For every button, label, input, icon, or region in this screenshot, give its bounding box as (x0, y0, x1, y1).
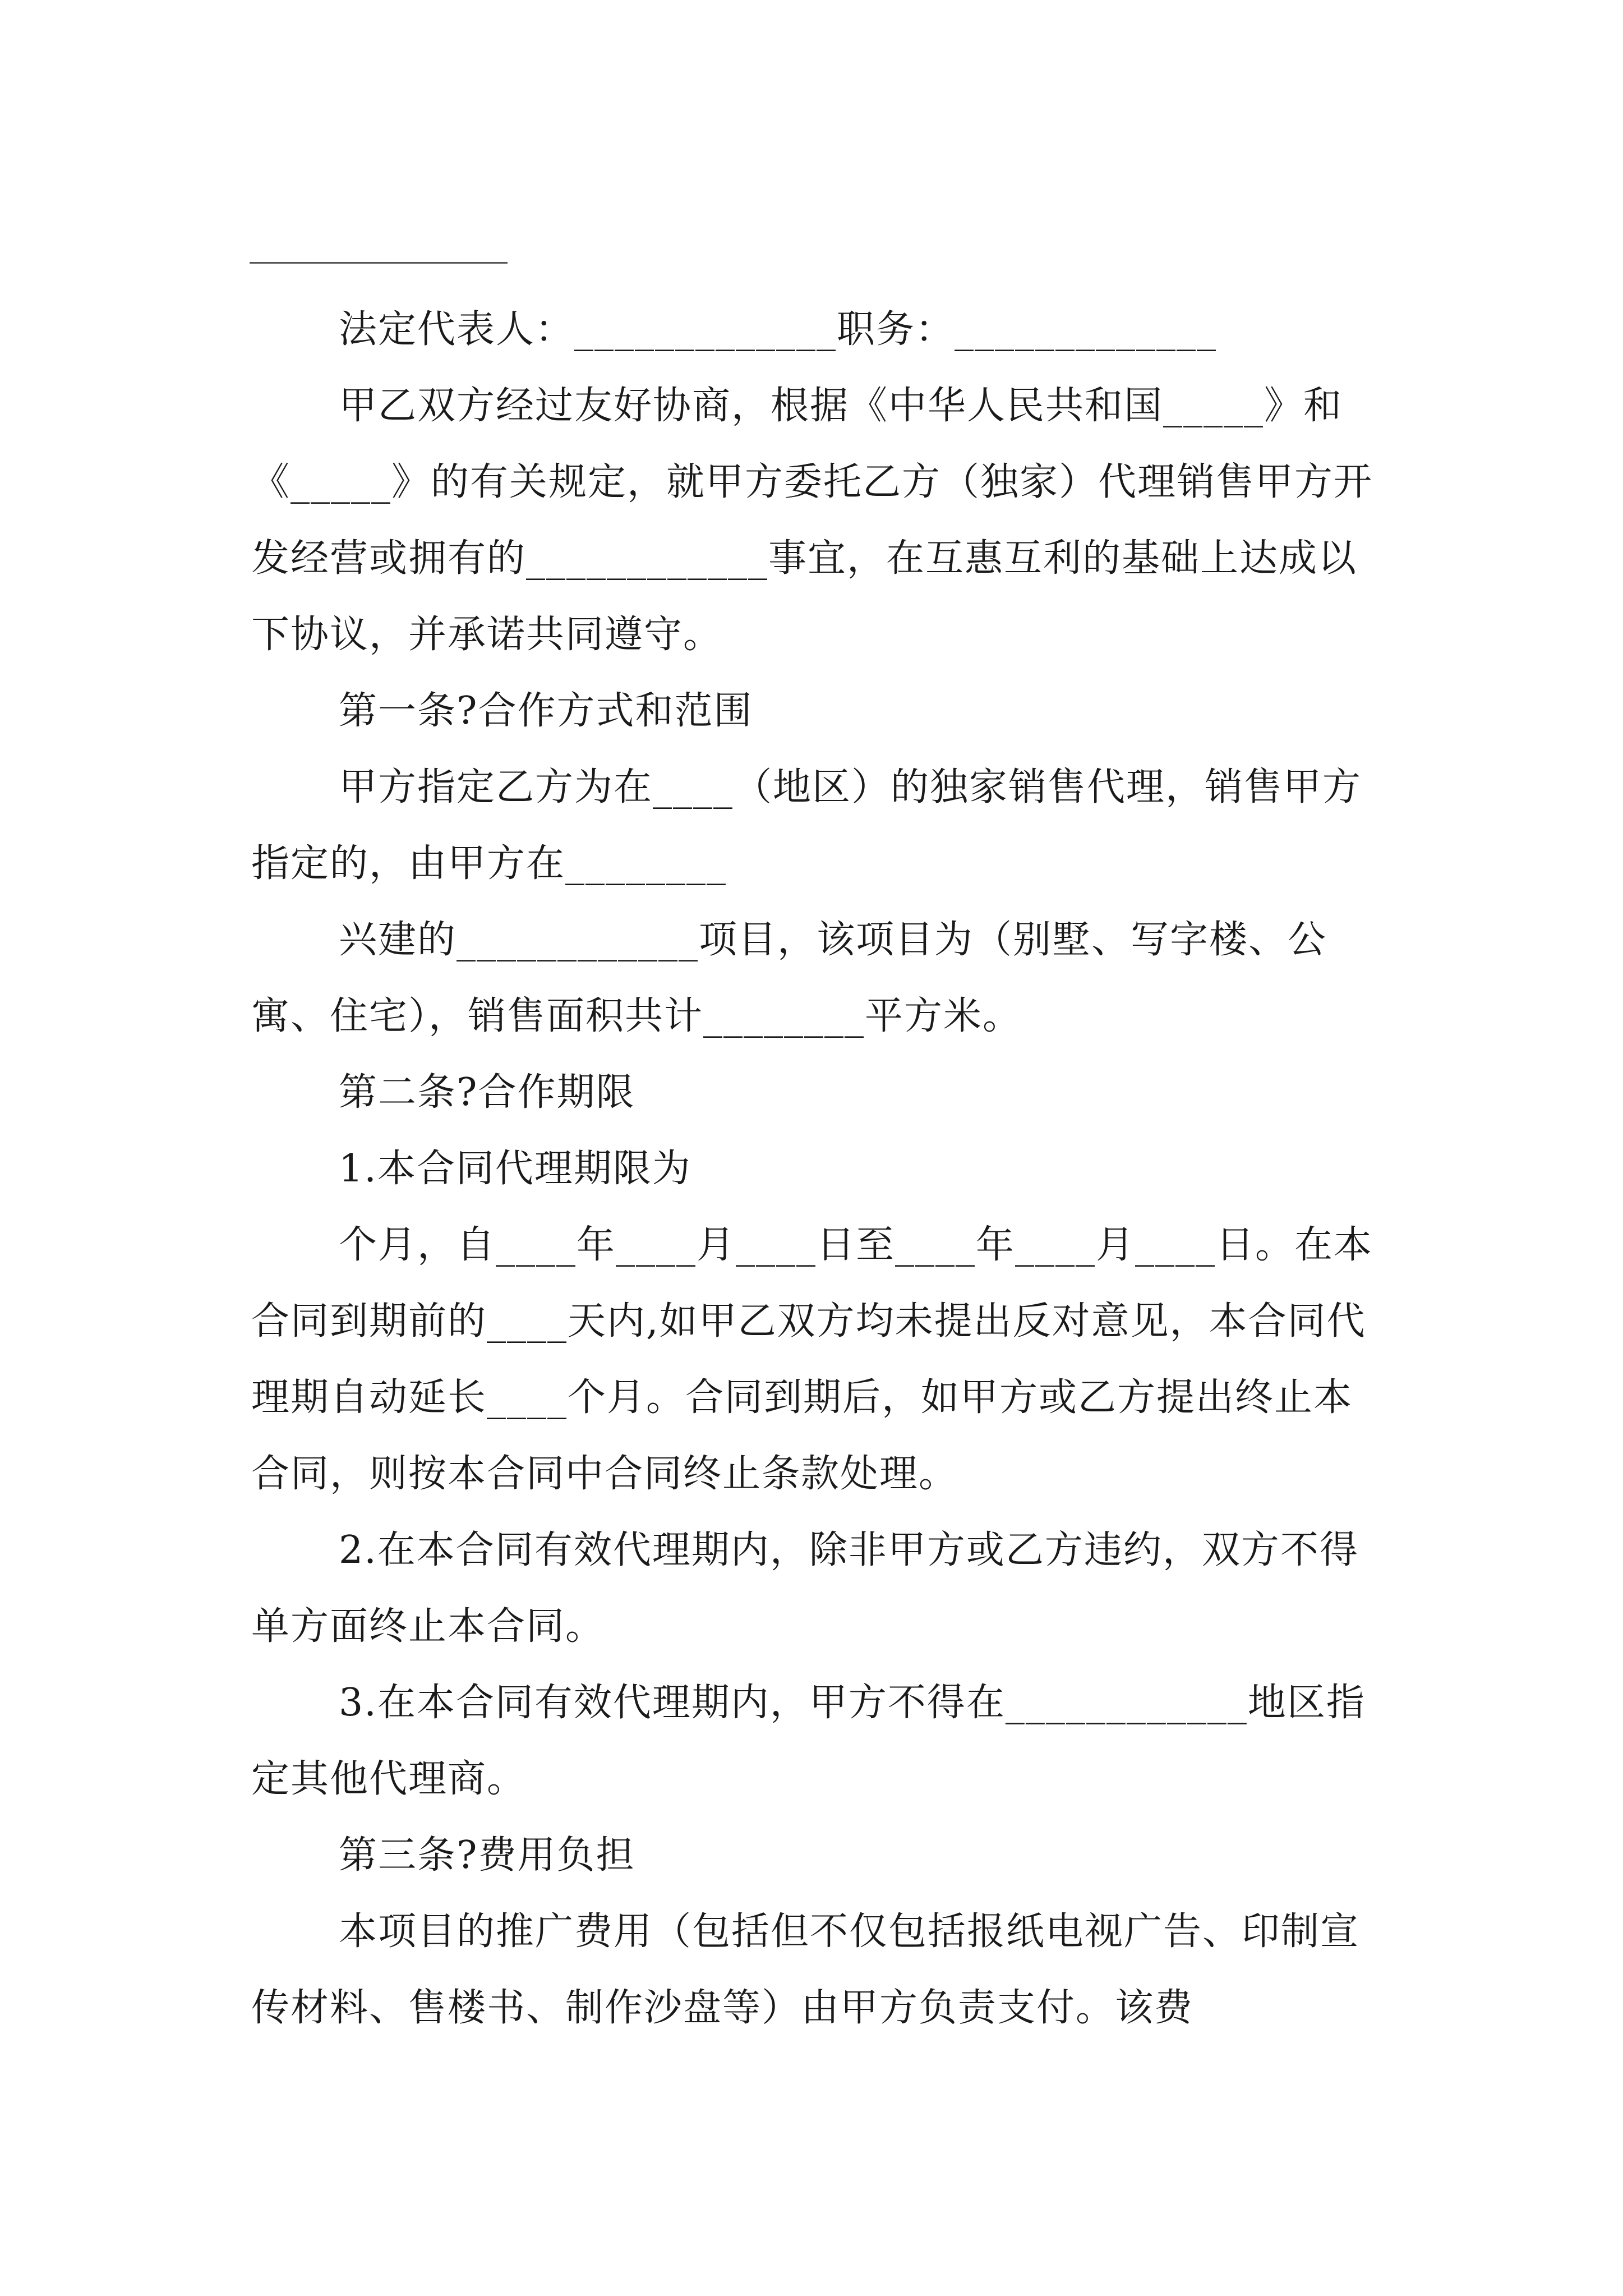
paragraph-preamble: 甲乙双方经过友好协商，根据《中华人民共和国_____》和《_____》的有关规定，就甲方委托乙方（独家）代理销售甲方开发经营或拥有的____________事宜，在互惠互利的基础上达成以下协议，并承诺共同遵守。 (251, 384, 1373, 657)
paragraph-article-2-item-3: 3.在本合同有效代理期内，甲方不得在____________地区指定其他代理商。 (251, 1681, 1366, 1801)
paragraph-legal-representative: 法定代表人：_____________职务：_____________ (339, 307, 1218, 352)
paragraph-article-3: 本项目的推广费用（包括但不仅包括报纸电视广告、印制宣传材料、售楼书、制作沙盘等）由甲方负责支付。该费 (251, 1910, 1360, 2030)
document-body (251, 292, 1390, 2046)
heading-article-3: 第三条?费用负担 (339, 1833, 635, 1878)
paragraph-article-2-term: 个月，自____年____月____日至____年____月____日。在本合同到期前的____天内,如甲乙双方均未提出反对意见，本合同代理期自动延长____个月。合同到期后，如甲方或乙方提出终止本合同，则按本合同中合同终止条款处理。 (251, 1223, 1373, 1496)
paragraph-article-2-item-2: 2.在本合同有效代理期内，除非甲方或乙方违约，双方不得单方面终止本合同。 (251, 1528, 1359, 1649)
paragraph-article-2-item-1: 1.本合同代理期限为 (339, 1147, 691, 1191)
paragraph-article-1-b: 兴建的____________项目，该项目为（别墅、写字楼、公寓、住宅），销售面积共计________平方米。 (251, 918, 1327, 1038)
heading-article-2: 第二条?合作期限 (339, 1070, 635, 1115)
heading-article-1: 第一条?合作方式和范围 (339, 689, 753, 733)
paragraph-article-1-a: 甲方指定乙方为在____（地区）的独家销售代理，销售甲方指定的，由甲方在________ (251, 765, 1362, 886)
header-rule (250, 262, 508, 264)
